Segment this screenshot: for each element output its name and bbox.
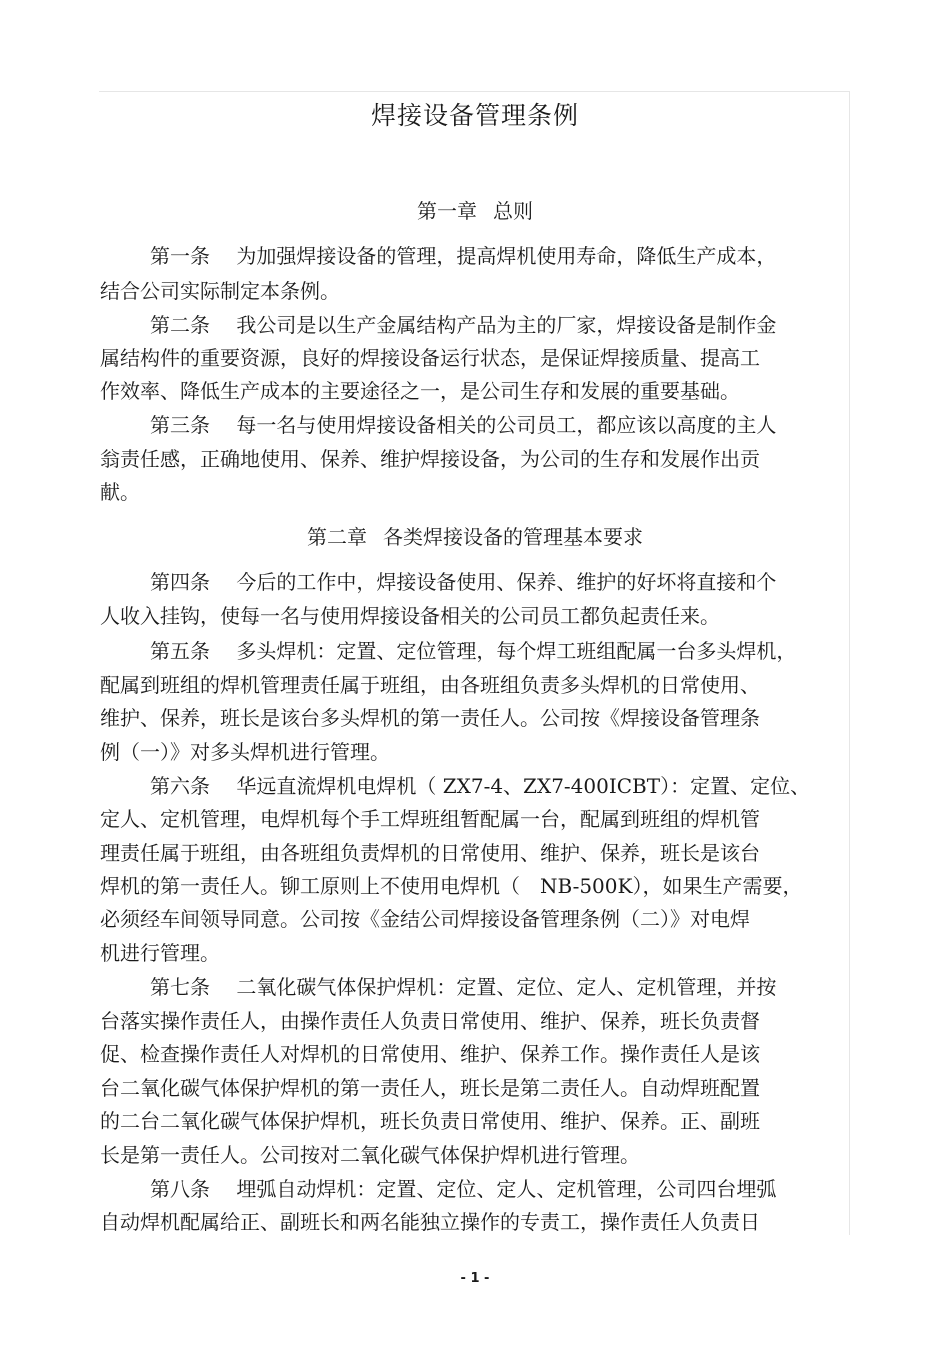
paragraph-line: 维护、保养，班长是该台多头焊机的第一责任人。公司按《焊接设备管理条: [100, 706, 760, 730]
paragraph-line: 长是第一责任人。公司按对二氧化碳气体保护焊机进行管理。: [100, 1143, 640, 1167]
paragraph-line: 属结构件的重要资源，良好的焊接设备运行状态，是保证焊接质量、提高工: [100, 346, 760, 370]
page-number: - 1 -: [460, 1271, 490, 1286]
paragraph-line: 促、检查操作责任人对焊机的日常使用、维护、保养工作。操作责任人是该: [100, 1042, 760, 1066]
paragraph-line: 第二条 我公司是以生产金属结构产品为主的厂家，焊接设备是制作金: [150, 313, 777, 337]
chapter-title: 总则: [493, 199, 533, 223]
paragraph-line: 例（一）》对多头焊机进行管理。: [100, 740, 390, 764]
paragraph-line: 第八条 埋弧自动焊机：定置、定位、定人、定机管理，公司四台埋弧: [150, 1177, 777, 1201]
chapter-title: 各类焊接设备的管理基本要求: [383, 525, 643, 549]
paragraph-line: 结合公司实际制定本条例。: [100, 279, 340, 303]
paragraph-line: 第一条 为加强焊接设备的管理，提高焊机使用寿命，降低生产成本，: [150, 244, 777, 268]
paragraph-line: 机进行管理。: [100, 941, 220, 965]
paragraph-line: 第三条 每一名与使用焊接设备相关的公司员工，都应该以高度的主人: [150, 413, 777, 437]
paragraph-line: 第四条 今后的工作中，焊接设备使用、保养、维护的好坏将直接和个: [150, 570, 777, 594]
paragraph-line: 理责任属于班组，由各班组负责焊机的日常使用、维护、保养，班长是该台: [100, 841, 760, 865]
paragraph-line: 台落实操作责任人，由操作责任人负责日常使用、维护、保养，班长负责督: [100, 1009, 760, 1033]
paragraph-line: 自动焊机配属给正、副班长和两名能独立操作的专责工，操作责任人负责日: [100, 1210, 760, 1234]
paragraph-line: 作效率、降低生产成本的主要途径之一，是公司生存和发展的重要基础。: [100, 379, 740, 403]
paragraph-line: 台二氧化碳气体保护焊机的第一责任人，班长是第二责任人。自动焊班配置: [100, 1076, 760, 1100]
chapter-number: 第二章: [307, 525, 367, 549]
paragraph-line: 的二台二氧化碳气体保护焊机，班长负责日常使用、维护、保养。正、副班: [100, 1109, 760, 1133]
chapter-heading-2: [0, 522, 950, 552]
chapter-heading-1: [0, 196, 950, 226]
paragraph-line: 必须经车间领导同意。公司按《金结公司焊接设备管理条例（二）》对电焊: [100, 907, 750, 931]
paragraph-line: 第五条 多头焊机：定置、定位管理，每个焊工班组配属一台多头焊机，: [150, 639, 797, 663]
chapter-number: 第一章: [417, 199, 477, 223]
paragraph-line: 第七条 二氧化碳气体保护焊机：定置、定位、定人、定机管理，并按: [150, 975, 777, 999]
paragraph-line: 定人、定机管理，电焊机每个手工焊班组暂配属一台，配属到班组的焊机管: [100, 807, 760, 831]
paragraph-line: 配属到班组的焊机管理责任属于班组，由各班组负责多头焊机的日常使用、: [100, 673, 760, 697]
paragraph-line: 焊机的第一责任人。铆工原则上不使用电焊机（ NB-500K），如果生产需要，: [100, 874, 803, 898]
paragraph-line: 献。: [100, 480, 140, 504]
paragraph-line: 翁责任感，正确地使用、保养、维护焊接设备，为公司的生存和发展作出贡: [100, 447, 760, 471]
paragraph-line: 第六条 华远直流焊机电焊机（ ZX7-4、ZX7-400ICBT）：定置、定位、: [150, 774, 811, 798]
paragraph-line: 人收入挂钩，使每一名与使用焊接设备相关的公司员工都负起责任来。: [100, 604, 720, 628]
document-title: 焊接设备管理条例: [370, 101, 579, 130]
